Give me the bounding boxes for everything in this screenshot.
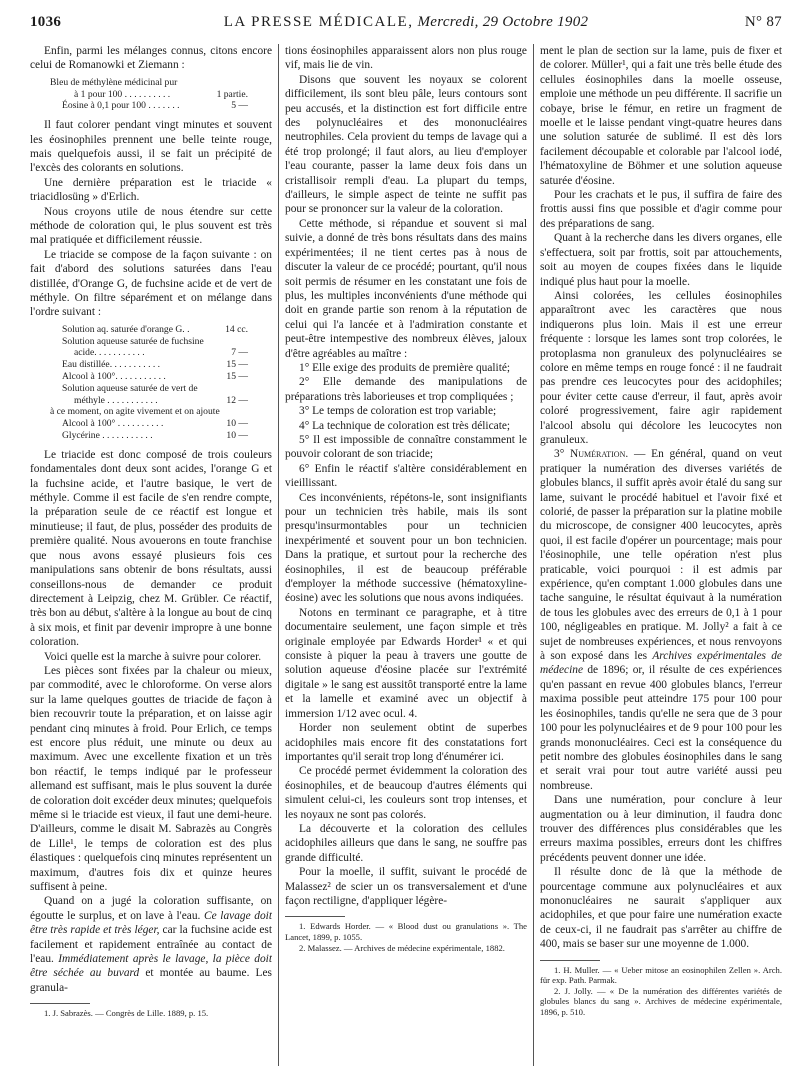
footnote: 2. J. Jolly. — « De la numération des différentes variétés de globules blancs du sang ». Archives de médecine expérimentale, 1896, p. 510. [540, 985, 782, 1017]
paragraph: Le triacide se compose de la façon suivante : on fait d'abord des solutions saturées dans l'eau distillée, d'Orange G, de fuchsine acide et de vert de méthyle. On filtre séparément et on mélange dans l'ordre suivant : [30, 248, 272, 319]
paragraph: La découverte et la coloration des cellules acidophiles ailleurs que dans le sang, ne souffre pas grande difficulté. [285, 822, 527, 864]
footnote-rule [540, 960, 600, 961]
page-header [30, 14, 782, 36]
paragraph: Il faut colorer pendant vingt minutes et souvent les éosinophiles prennent une belle teinte rouge, mais quelquefois aussi, il se fait un précipité de l'excès des colorants en solutions. [30, 119, 272, 175]
formula-heading: Solution aqueuse saturée de vert de [62, 382, 198, 394]
formula-romanowski [30, 77, 272, 112]
formula-row: à 1 pour 100 . . . . . . . . . . 1 partie. [74, 88, 248, 100]
paragraph: Ainsi colorées, les cellules éosinophiles apparaîtront avec les caractères que nous indiquerons plus loin. Mais il est une erreur fréquente : lorsque les lames sont trop colorées, le protoplasma non granuleux des polynucléaires se colore en même temps en rouge foncé : il ne faudrait pas prendre ces leucocytes pour des acidophiles; pour éviter cette cause d'erreur, il faut, après avoir coloré progressivement, faire agir rapidement l'alcool absolu qui décolore les leucocytes non granuleux. [540, 289, 782, 446]
paragraph: Voici quelle est la marche à suivre pour colorer. [44, 650, 262, 663]
footnote: 1. Edwards Horder. — « Blood dust ou granulations ». The Lancet, 1899, p. 1055. [285, 921, 527, 942]
formula-row: Alcool à 100°. . . . . . . . . . . 15 — [62, 371, 248, 383]
paragraph: Ce procédé permet évidemment la coloration des éosinophiles, et de beaucoup d'autres éléments qui simulent celui-ci, les couleurs sont trop intenses, et les noyaux ne sont pas colorés. [285, 765, 527, 821]
list-item: 4° La technique de coloration est très délicate; [299, 419, 511, 432]
footnote: 1. J. Sabrazès. — Congrès de Lille. 1889, p. 15. [44, 1008, 209, 1019]
paragraph: Disons que souvent les noyaux se colorent difficilement, ils sont bleu pâle, leurs contours sont peu accusés, et la distinction est fort difficile entre des polynucléaires et des mononucléaires neutrophiles. Cela provient du temps de lavage qui a été trop prolongé; il faut alors, au lieu d'employer l'eau courante, passer la lame deux fois dans un cristallisoir rempli d'eau. La plupart du temps, d'ailleurs, le simple aspect de teinte ne suffit pas pour se prononcer sur la valeur de la coloration. [285, 73, 527, 216]
paragraph: Les pièces sont fixées par la chaleur ou mieux, par commodité, avec le chloroforme. On verse alors sur la lame quelques gouttes de triacide de façon à bien recouvrir toute la préparation, et on laisse agir pendant cinq minutes à froid. Pour Erlich, ce temps est encore plus réduit, une minute ou deux au maximum. Avec une excellente fixation et un très bon réactif, le temps indiqué par le professeur allemand est suffisant, mais le plus souvent la durée de coloration doit excéder deux minutes; quelquefois même si le triacide est vieux, il faut une demi-heure. D'ailleurs, comme le disait M. Sabrazès au Congrès de Lille¹, le temps de coloration est des plus élastiques : quelquefois cinq minutes représentent un maximum, d'autres fois dix et quinze heures suffisent à peine. [30, 664, 272, 894]
paragraph: Enfin, parmi les mélanges connus, citons encore celui de Romanowki et Ziemann : [30, 45, 272, 72]
journal-name: LA PRESSE MÉDICALE, [223, 14, 414, 30]
formula-heading: Solution aqueuse saturée de fuchsine [62, 335, 204, 347]
paragraph: Cette méthode, si répandue et souvent si mal suivie, a donné de très bons résultats dans des mains expérimentées; il ne tient certes pas à nous de discuter la valeur de ce procédé; pourtant, qu'il nous soit permis de résumer en les constatant une fois de plus, les multiples inconvénients d'une méthode qui doit en grande partie son renom à la réputation de celui qui l'a lancée et à l'admiration constante et peut-être intempestive des nombreux élèves, jaloux d'être agréables au maître : [285, 217, 527, 360]
issue-date: Mercredi, 29 Octobre 1902 [417, 14, 589, 30]
list-item: 1° Elle exige des produits de première qualité; [299, 361, 511, 374]
paragraph: Dans une numération, pour conclure à leur augmentation ou à leur diminution, il faudra donc trouver des différences plus considérables que les erreurs maxima possibles, erreurs dont les chiffres précédents peuvent donner une idée. [540, 794, 782, 864]
issue-number: N° 87 [744, 14, 782, 30]
paragraph: Le triacide est donc composé de trois couleurs fondamentales dont deux sont acides, l'orange G et la fuchsine acide, et l'autre basique, le vert de méthyle. Comme il est facile de s'en rendre compte, la préparation seule de ce réactif est longue et minutieuse; il faut, de plus, posséder des produits de première qualité. Nous avouerons en toute franchise que nous avons essayé plusieurs fois ces manipulations sans obtenir de bons résultats, aussi conseillons-nous de demander ce produit directement à Leipzig, chez M. Grübler. Ce réactif, très bon au début, s'altère à la longue au bout de cinq à six mois, et finit par devenir impropre à une bonne coloration. [30, 448, 272, 649]
paragraph: tions éosinophiles apparaissent alors non plus rouge vif, mais lie de vin. [285, 45, 527, 72]
footnote: 2. Malassez. — Archives de médecine expérimentale, 1882. [299, 942, 505, 953]
formula-row: Solution aq. saturée d'orange G. . 14 cc. [62, 323, 248, 335]
column-2 [285, 44, 527, 1069]
running-title [30, 14, 782, 31]
formula-row: Alcool à 100° . . . . . . . . . . 10 — [62, 418, 248, 430]
paragraph: Quant à la recherche dans les divers organes, elle s'effectuera, soit par frottis, soit par attouchements, soit au moyen de coupes fixées dans le liquide indiqué plus haut pour la moelle. [540, 232, 782, 288]
formula-row: acide. . . . . . . . . . . 7 — [74, 347, 248, 359]
list-item: 3° Le temps de coloration est trop variable; [299, 405, 497, 418]
formula-row: méthyle . . . . . . . . . . . 12 — [74, 394, 248, 406]
page-number: 1036 [30, 14, 62, 30]
section-paragraph: 3° Numération. — En général, quand on veut pratiquer la numération des diverses variétés de globules blancs, il suffit après avoir étalé du sang sur lame, suivant le procédé habituel et l'avoir fixé et colorié, de passer la préparation sur la platine mobile du microscope, de consigner 400 leucocytes, après quoi, il est facile d'opérer un pourcentage; mais pour l'éosinophile, une telle opération n'est plus praticable, voici pourquoi : il est admis par expérience, qu'en comptant 1.000 globules dans une tache sanguine, le résultat équivaut à la numération de tous les globules avec des erreurs de 0,1 à 1 pour 100, négligeables en pratique. M. Jolly² a fait à ce sujet de nombreuses expériences, et nous renvoyons à son exposé dans les Archives expérimentales de médecine de 1896; or, il résulte de ces expériences qu'en passant en revue 400 globules blancs, l'erreur maxima possible peut atteindre 175 pour 100 pour les éosinophiles, tandis qu'elle ne sera que de 3 pour 100 pour les polynucléaires et de 9 pour 100 pour les grands mononucléaires. Ceci est la conséquence du petit nombre des globules éosinophiles dans le sang et serait vrai pour tout autre variété aussi peu nombreuse. [540, 448, 782, 792]
formula-note: à ce moment, on agite vivement et on ajoute [50, 406, 220, 418]
footnote: 1. H. Muller. — « Ueber mitose an eosinophilen Zellen ». Arch. für exp. Path. Parmak. [540, 964, 782, 986]
paragraph: Pour les crachats et le pus, il suffira de faire des frottis aussi fins que possible et d'agir comme pour des préparations de sang. [540, 189, 782, 230]
footnote-rule [285, 916, 345, 917]
column-3 [540, 44, 782, 1069]
list-item: 2° Elle demande des manipulations de préparations très laborieuses et trop compliquées ; [285, 376, 527, 403]
column-rule-1 [278, 44, 279, 1066]
footnote-rule [30, 1003, 90, 1004]
column-rule-2 [533, 44, 534, 1066]
paragraph: Une dernière préparation est le triacide « triacidlosüng » d'Erlich. [30, 176, 272, 204]
column-1 [30, 44, 272, 1069]
paragraph: ment le plan de section sur la lame, puis de fixer et de colorer. Müller¹, qui a fait une très belle étude des cellules éosinophiles dans la moelle osseuse, emploie une méthode un peu différente. Il sacrifie un cobaye, brise le fémur, en retire un fragment de moelle et le laisse pendant vingt-quatre heures dans une solution saturée de sublimé. Il est dès lors facilement découpable et colorable par l'alcool iodé, l'hématoxyline de Böhmer et une solution aqueuse saturée d'éosine. [540, 45, 782, 187]
list-item: 6° Enfin le réactif s'altère considérablement en vieillissant. [285, 462, 527, 490]
paragraph: Horder non seulement obtint de superbes acidophiles mais encore fit des constatations fort importantes qu'il serait trop long d'énumérer ici. [285, 722, 527, 763]
paragraph: Quand on a jugé la coloration suffisante, on égoutte le surplus, et on lave à l'eau. Ce lavage doit être très rapide et très léger, car la fuchsine acide est facilement et rapidement entraînée au contact de l'eau. Immédiatement après le lavage, la pièce doit être séchée au buvard et montée au baume. Les granula- [30, 895, 272, 994]
formula-triacide [30, 324, 272, 442]
paragraph: Il résulte donc de là que la méthode de pourcentage commune aux polynucléaires et aux mononucléaires ne saurait s'appliquer aux acidophiles, et que pour faire une numération exacte de ceux-ci, il ne faudrait pas s'arrêter au chiffre de 400, mais se baser sur une moyenne de 1.000. [540, 866, 782, 951]
list-item: 5° Il est impossible de connaître constamment le pouvoir colorant de son triacide; [285, 433, 527, 461]
paragraph: Nous croyons utile de nous étendre sur cette méthode de coloration qui, le plus souvent est très mal pratiquée et difficilement réussie. [30, 205, 272, 247]
paragraph: Pour la moelle, il suffit, suivant le procédé de Malassez² de scier un os transversalement et d'une façon rectiligne, d'appliquer légère- [285, 866, 527, 907]
formula-row: Eau distillée. . . . . . . . . . . 15 — [62, 359, 248, 371]
formula-heading: Bleu de méthylène médicinal pur [50, 76, 178, 88]
formula-row: Éosine à 0,1 pour 100 . . . . . . . 5 — [62, 100, 248, 112]
section-heading: Numération. [570, 448, 629, 461]
paragraph: Ces inconvénients, répétons-le, sont insignifiants pour un technicien très habile, mais ils sont presqu'insurmontables pour un technicien inexpérimenté et souvent pour un bon technicien. Dans la pratique, et surtout pour la recherche des éosinophiles, il est de beaucoup préférable d'employer la méthode successive (hématoxyline-éosine) avec les solutions que nous avons indiquées. [285, 491, 527, 605]
formula-row: Glycérine . . . . . . . . . . . 10 — [62, 430, 248, 442]
paragraph: Notons en terminant ce paragraphe, et à titre documentaire seulement, une façon simple et très originale employée par Edwards Horder¹ « et qui consiste à piquer la peau à travers une goutte de solution aqueuse d'éosine placée sur l'extrémité digitale » le sang est aussitôt transporté entre la lame et la lamelle et examiné avec un objectif à immersion 1/12 avec ocul. 4. [285, 606, 527, 720]
